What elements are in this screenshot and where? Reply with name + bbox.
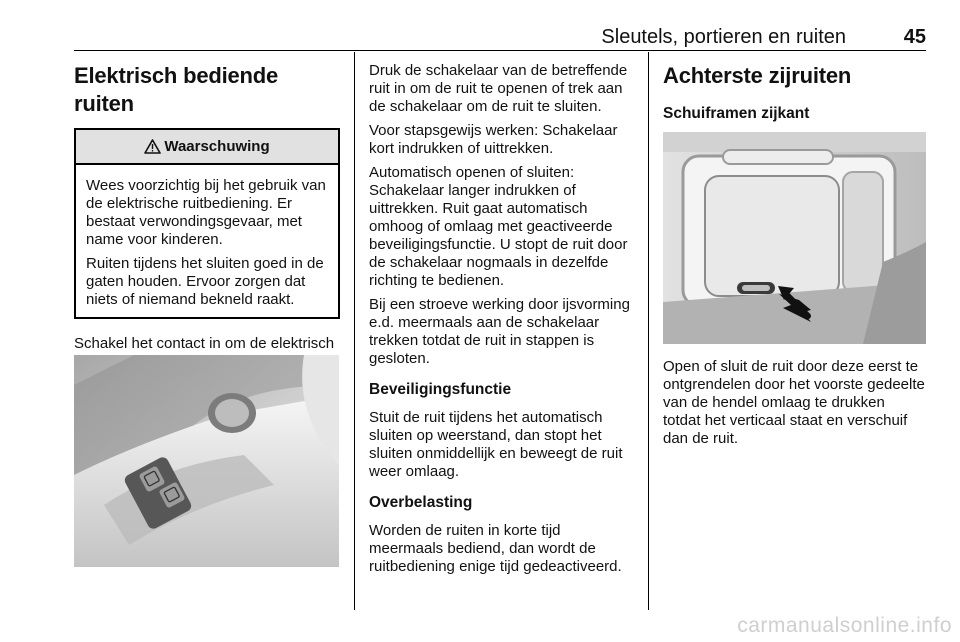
body-paragraph: Bij een stroeve werking door ijsvorming e.d. meermaals aan de schakelaar trekken totdat de ruit in stappen is gesloten. xyxy=(369,296,630,367)
body-paragraph: Worden de ruiten in korte tijd meermaals bediend, dan wordt de ruitbediening enige tijd gedeactiveerd. xyxy=(369,522,622,575)
column-3-lower xyxy=(663,358,926,448)
header-title: Sleutels, portieren en ruiten xyxy=(601,26,846,48)
warning-header xyxy=(76,130,338,165)
subheading-sliding-windows: Schuiframen zijkant xyxy=(663,105,810,122)
section-heading-overload: Overbelasting xyxy=(369,494,473,511)
warning-paragraph: Wees voorzichtig bij het gebruik van de elektrische ruitbediening. Er bestaat verwondingsgevaar, met name voor kinderen. xyxy=(86,177,326,248)
column-3 xyxy=(663,62,926,124)
column-divider-1 xyxy=(354,52,355,610)
window-switch-illustration xyxy=(74,355,339,567)
body-paragraph: Druk de schakelaar van de betreffende ruit in om de ruit te openen of trek aan de schakelaar om de ruit te sluiten. xyxy=(369,62,628,115)
body-paragraph: Open of sluit de ruit door deze eerst te ontgrendelen door het voorste gedeelte van de hendel omlaag te drukken totdat het verticaal staat en verschuif dan de ruit. xyxy=(663,358,925,447)
section-heading-power-windows: Elektrisch bediende ruiten xyxy=(74,63,279,116)
body-paragraph: Automatisch openen of sluiten: Schakelaar langer indrukken of uittrekken. Ruit gaat automatisch omhoog of omlaag met geactiveerde beveiligingsfunctie. U stopt de ruit door de schakelaar nogmaals in dezelfde richting te bedienen. xyxy=(369,164,628,289)
page-header xyxy=(74,26,926,48)
watermark: carmanualsonline.info xyxy=(737,614,952,637)
column-2 xyxy=(369,62,635,576)
warning-body xyxy=(76,165,338,317)
warning-title: Waarschuwing xyxy=(164,138,270,155)
body-paragraph: Voor stapsgewijs werken: Schakelaar kort indrukken of uittrekken. xyxy=(369,122,618,157)
header-rule xyxy=(74,50,926,51)
photo-window-switches xyxy=(74,355,339,567)
sliding-window-illustration xyxy=(663,132,926,344)
warning-triangle-icon xyxy=(144,139,161,154)
section-heading-safety-function: Beveiligingsfunctie xyxy=(369,381,512,398)
column-divider-2 xyxy=(648,52,649,610)
warning-box xyxy=(74,128,340,319)
body-paragraph: Schakel het contact in om de elektrisch xyxy=(74,335,335,352)
warning-paragraph: Ruiten tijdens het sluiten goed in de gaten houden. Ervoor zorgen dat niets of niemand bekneld raakt. xyxy=(86,255,324,308)
page-number: 45 xyxy=(903,26,926,48)
body-paragraph: Stuit de ruit tijdens het automatisch sluiten op weerstand, dan stopt het sluiten onmiddellijk en beweegt de ruit weer omlaag. xyxy=(369,409,623,480)
column-1 xyxy=(74,62,340,371)
photo-sliding-window xyxy=(663,132,926,344)
section-heading-rear-side-windows: Achterste zijruiten xyxy=(663,63,852,88)
